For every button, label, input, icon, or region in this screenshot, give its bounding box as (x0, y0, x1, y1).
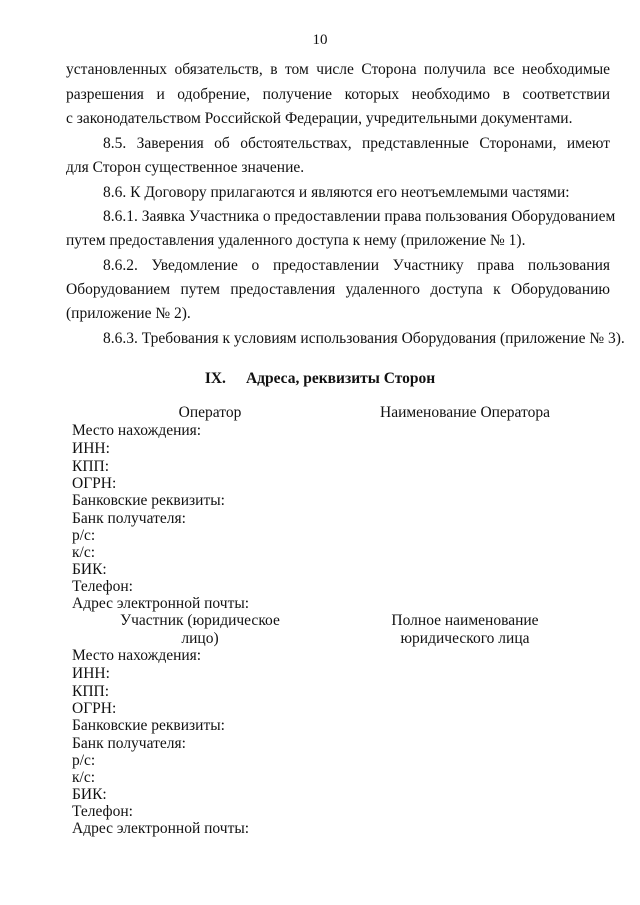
requisite-field: Адрес электронной почты: (72, 820, 250, 837)
requisite-field: ОГРН: (72, 700, 117, 717)
requisite-field: КПП: (72, 458, 110, 475)
paragraph-line: для Сторон существенное значение. (66, 159, 305, 176)
paragraph-line: установленных обязательств, в том числе Сторона получила все необходимые (66, 61, 610, 78)
requisite-field: БИК: (72, 786, 107, 803)
paragraph-8-6: 8.6. К Договору прилагаются и являются его неотъемлемыми частями: (103, 184, 570, 201)
page-number: 10 (312, 32, 328, 48)
requisite-field: Телефон: (72, 578, 133, 595)
requisite-field: БИК: (72, 561, 107, 578)
paragraph-line: Оборудованием путем предоставления удаленного доступа к Оборудованию (66, 281, 610, 298)
requisite-field: ИНН: (72, 665, 110, 682)
paragraph-line: (приложение № 2). (66, 305, 191, 322)
participant-label: Участник (юридическое лицо) (120, 612, 280, 647)
requisite-field: р/с: (72, 527, 96, 544)
requisite-field: к/с: (72, 769, 96, 786)
paragraph-8-6-2: 8.6.2. Уведомление о предоставлении Участнику права пользования (103, 257, 610, 274)
requisite-field: КПП: (72, 683, 110, 700)
requisite-field: Место нахождения: (72, 422, 202, 439)
requisite-field: Банк получателя: (72, 735, 186, 752)
paragraph-8-5: 8.5. Заверения об обстоятельствах, представленные Сторонами, имеют (103, 135, 610, 152)
paragraph-line: с законодательством Российской Федерации, учредительными документами. (66, 110, 573, 127)
paragraph-8-6-1: 8.6.1. Заявка Участника о предоставлении права пользования Оборудованием (103, 208, 616, 225)
section-number: IX. (204, 370, 226, 387)
requisite-field: Телефон: (72, 803, 133, 820)
requisite-field: Адрес электронной почты: (72, 595, 250, 612)
section-heading (0, 370, 640, 388)
requisite-field: к/с: (72, 544, 96, 561)
paragraph-line: разрешения и одобрение, получение которых необходимо в соответствии (66, 86, 610, 103)
operator-name-label: Наименование Оператора (380, 404, 550, 421)
requisite-field: Банк получателя: (72, 510, 186, 527)
requisite-field: ОГРН: (72, 475, 117, 492)
requisite-field: р/с: (72, 752, 96, 769)
requisite-field: Банковские реквизиты: (72, 717, 225, 734)
participant-name-label-line1: Полное наименование (391, 612, 539, 629)
requisite-field: Банковские реквизиты: (72, 492, 225, 509)
requisite-field: Место нахождения: (72, 647, 202, 664)
section-title: Адреса, реквизиты Сторон (245, 370, 436, 387)
operator-label: Оператор (178, 404, 242, 421)
paragraph-line: путем предоставления удаленного доступа к нему (приложение № 1). (66, 232, 526, 249)
requisite-field: ИНН: (72, 440, 110, 457)
paragraph-8-6-3: 8.6.3. Требования к условиям использования Оборудования (приложение № 3). (103, 330, 625, 347)
participant-name-label-line2: юридического лица (400, 630, 530, 647)
